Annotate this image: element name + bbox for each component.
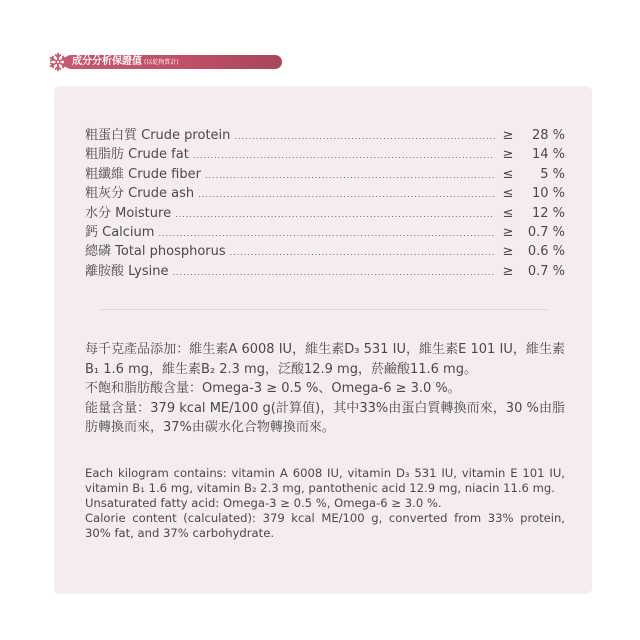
nutrient-operator: ≥ [502,263,514,279]
nutrient-value: 10 % [531,186,565,202]
english-description [85,466,565,541]
nutrient-row-moisture [85,202,565,221]
nutrient-value: 0.7 % [527,263,565,279]
nutrient-list [85,124,565,279]
chinese-description [85,340,565,438]
nutrient-label: 鈣 Calcium [85,224,155,240]
section-divider [100,309,548,310]
nutrient-operator: ≤ [502,205,514,221]
dot-leader [193,151,495,160]
zh-fatty-acids-text: 不飽和脂肪酸含量：Omega-3 ≥ 0.5 %、Omega-6 ≥ 3.0 %。 [85,381,461,396]
en-additives-text: Each kilogram contains: vitamin A 6008 IU, vitamin D₃ 531 IU, vitamin E 101 IU, vitamin B₁ 1.6 mg, vitamin B₂ 2.3 mg, pantothenic acid 12.9 mg, niacin 11.6 mg. [85,466,565,495]
dot-leader [173,268,496,277]
nutrient-row-crude-protein [85,124,565,143]
nutrient-row-crude-fiber [85,163,565,182]
dot-leader [234,132,495,141]
nutrient-value: 14 % [531,147,565,163]
nutrient-row-total-phosphorus [85,240,565,259]
nutrient-label: 總磷 Total phosphorus [85,244,226,260]
nutrient-label: 粗灰分 Crude ash [85,186,195,202]
nutrient-value: 0.7 % [527,224,565,240]
nutrient-row-calcium [85,221,565,240]
nutrient-operator: ≥ [502,128,514,143]
nutrient-value: 12 % [531,205,565,221]
section-header [48,52,284,72]
section-title-text: 成分分析保證值 [72,56,142,67]
nutrient-row-crude-ash [85,182,565,201]
en-fatty-acids-text: Unsaturated fatty acid: Omega-3 ≥ 0.5 %, Omega-6 ≥ 3.0 %. [85,495,442,510]
nutrient-label: 粗脂肪 Crude fat [85,147,189,163]
nutrient-operator: ≤ [502,186,514,202]
zh-additives-text: 每千克產品添加：維生素A 6008 IU，維生素D₃ 531 IU，維生素E 101 IU，維生素B₁ 1.6 mg，維生素B₂ 2.3 mg，泛酸12.9 mg，菸鹼酸11.6 mg。 [85,342,565,377]
dot-leader [205,171,495,180]
nutrient-label: 粗纖維 Crude fiber [85,166,201,182]
dot-leader [230,248,495,257]
nutrient-value: 28 % [531,128,565,143]
nutrient-value: 5 % [540,166,565,182]
nutrient-label: 離胺酸 Lysine [85,263,169,279]
section-title [72,54,179,70]
zh-energy-text: 能量含量：379 kcal ME/100 g(計算值)，其中33%由蛋白質轉換而來，30 %由脂肪轉換而來，37%由碳水化合物轉換而來。 [85,400,565,435]
nutrient-label: 水分 Moisture [85,205,172,221]
section-title-note: (以乾物質計) [144,59,179,66]
dot-leader [175,210,495,219]
en-energy-text: Calorie content (calculated): 379 kcal ME/100 g, converted from 33% protein, 30% fat, and 37% carbohydrate. [85,510,565,540]
nutrient-operator: ≥ [502,224,514,240]
snowflake-icon [48,52,68,72]
nutrient-operator: ≥ [502,244,514,260]
nutrient-label: 粗蛋白質 Crude protein [85,128,231,143]
nutrient-operator: ≤ [502,166,514,182]
nutrient-row-crude-fat [85,143,565,162]
nutrient-value: 0.6 % [527,244,565,260]
dot-leader [198,190,495,199]
dot-leader [158,229,495,238]
nutrient-operator: ≥ [502,147,514,163]
nutrient-row-lysine [85,260,565,279]
